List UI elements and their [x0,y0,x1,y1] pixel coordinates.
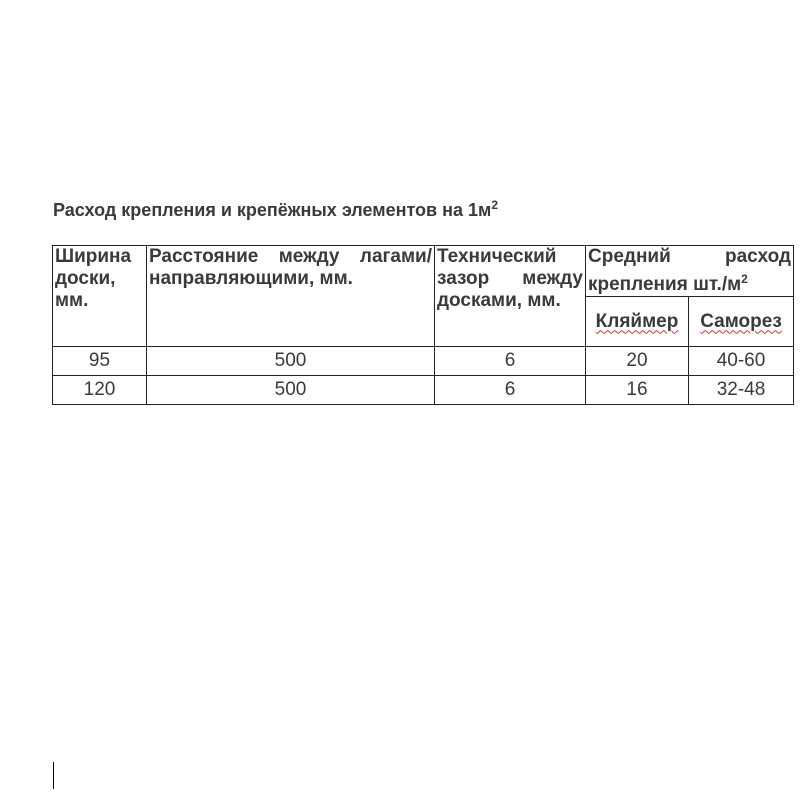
header-average-consumption-text: Средний расход крепления шт./м [588,246,791,295]
cell-screw: 32-48 [689,376,794,405]
header-average-consumption [586,246,794,297]
cell-board-width: 95 [53,347,147,376]
text-cursor [53,762,54,789]
fastener-consumption-table [52,245,794,405]
header-clamp [586,297,689,347]
header-joist-distance: Расстояние между лагами/направляющими, мм. [147,246,435,347]
table-header-row [53,246,794,297]
cell-clamp: 20 [586,347,689,376]
table-row [53,347,794,376]
cell-screw: 40-60 [689,347,794,376]
cell-joist-distance: 500 [147,376,435,405]
table-row [53,376,794,405]
header-board-width: Ширина доски, мм. [53,246,147,347]
cell-technical-gap: 6 [435,347,586,376]
document-title-superscript: 2 [491,198,499,212]
header-screw-text: Саморез [700,310,782,332]
header-technical-gap: Технический зазор между досками, мм. [435,246,586,347]
header-average-consumption-superscript: 2 [741,272,748,286]
cell-board-width: 120 [53,376,147,405]
cell-joist-distance: 500 [147,347,435,376]
document-title-text: Расход крепления и крепёжных элементов на 1м [53,200,492,220]
header-clamp-text: Кляймер [595,310,679,332]
cell-technical-gap: 6 [435,376,586,405]
cell-clamp: 16 [586,376,689,405]
document-title [53,198,498,221]
header-screw [689,297,794,347]
